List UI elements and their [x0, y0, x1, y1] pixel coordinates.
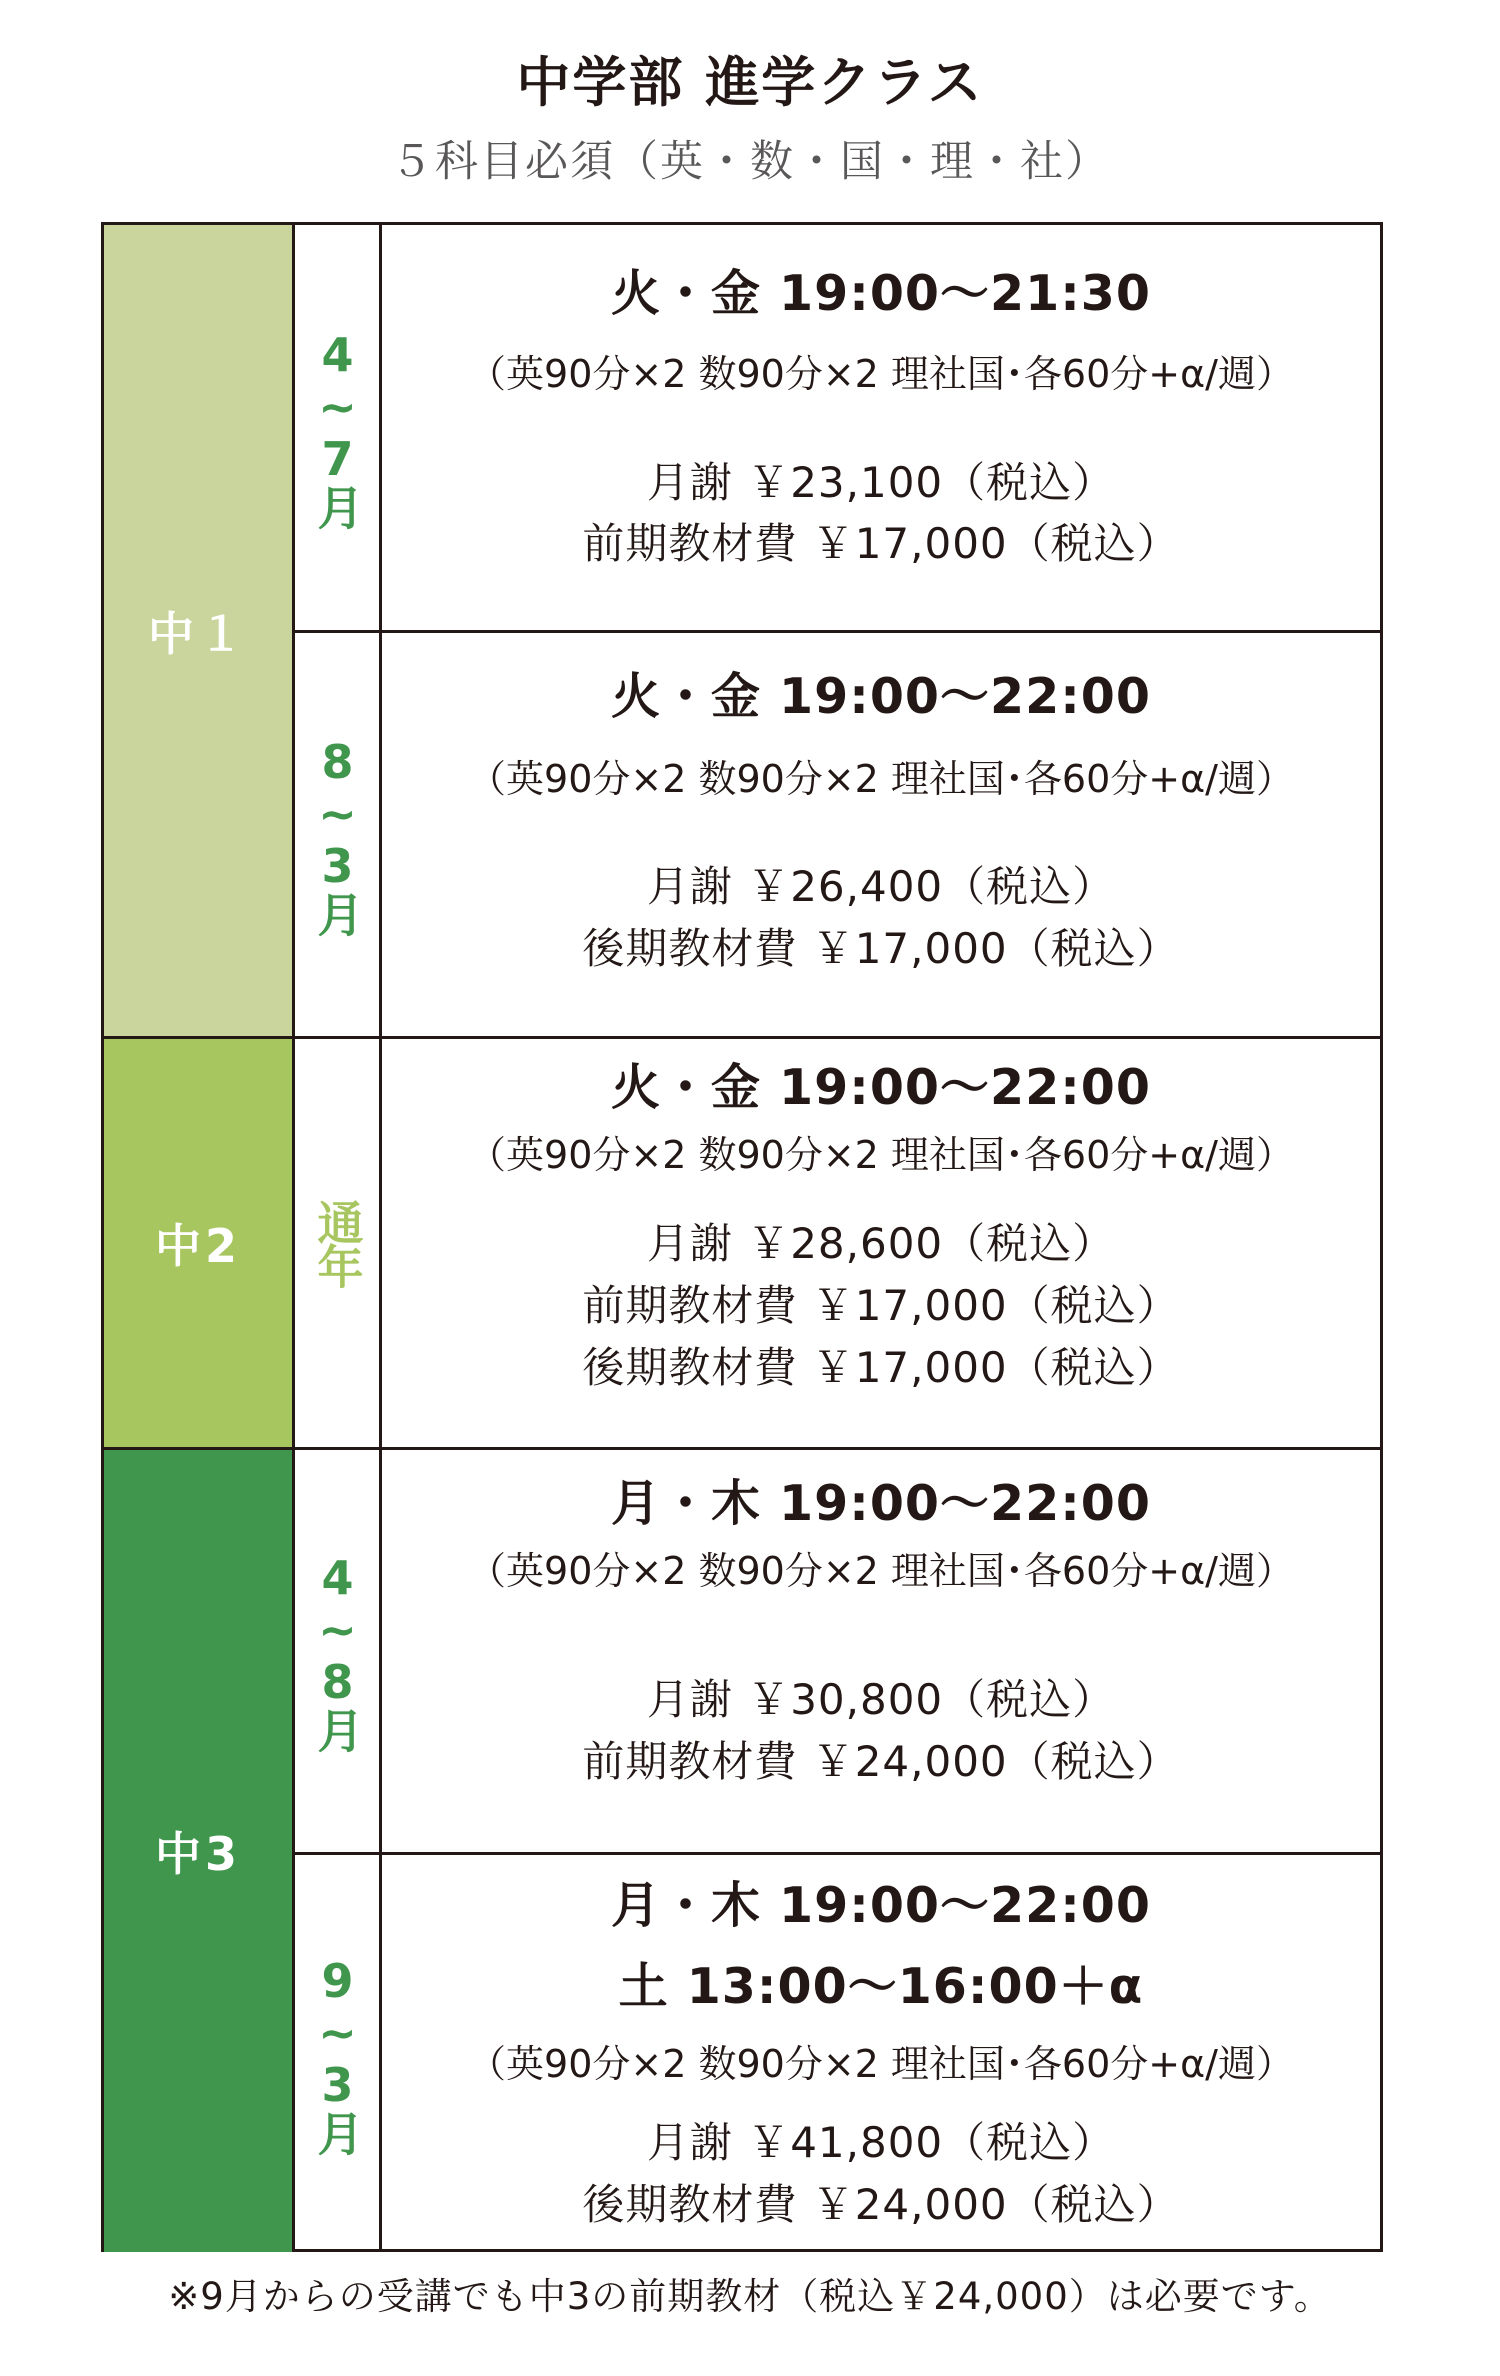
- schedule-time: 月・木 19:00～22:00: [610, 1877, 1151, 1934]
- footnote: ※9月からの受講でも中3の前期教材（税込￥24,000）は必要です。: [168, 2275, 1332, 2318]
- grade-label-1: 中１: [104, 225, 295, 1036]
- material-fee: 前期教材費 ￥17,000（税込）: [582, 1281, 1180, 1330]
- material-fee: 前期教材費 ￥24,000（税込）: [582, 1737, 1180, 1786]
- period-label: 4~8月: [295, 1450, 382, 1852]
- monthly-fee: 月謝 ￥28,600（税込）: [646, 1219, 1116, 1268]
- schedule-time: 火・金 19:00～21:30: [610, 265, 1151, 322]
- schedule-time: 月・木 19:00～22:00: [610, 1475, 1151, 1532]
- row-content: [382, 633, 1380, 1036]
- page-title: 中学部 進学クラス: [516, 51, 984, 114]
- row-content: [382, 1855, 1380, 2252]
- row-content: [382, 1039, 1380, 1447]
- schedule-time-saturday: 土 13:00～16:00＋α: [618, 1958, 1144, 2015]
- period-label: 通年: [295, 1039, 382, 1447]
- lesson-detail: （英90分×2 数90分×2 理社国･各60分+α/週）: [468, 757, 1294, 801]
- period-label: 9~3月: [295, 1855, 382, 2252]
- fee-table: [101, 222, 1383, 2252]
- lesson-detail: （英90分×2 数90分×2 理社国･各60分+α/週）: [468, 352, 1294, 396]
- lesson-detail: （英90分×2 数90分×2 理社国･各60分+α/週）: [468, 1549, 1294, 1593]
- page-subtitle: ５科目必須（英・数・国・理・社）: [390, 137, 1110, 187]
- schedule-time: 火・金 19:00～22:00: [610, 668, 1151, 725]
- schedule-time: 火・金 19:00～22:00: [610, 1059, 1151, 1116]
- material-fee: 後期教材費 ￥17,000（税込）: [582, 1343, 1180, 1392]
- table-row: [295, 1447, 1380, 1852]
- lesson-detail: （英90分×2 数90分×2 理社国･各60分+α/週）: [468, 1133, 1294, 1177]
- grade-label-3: 中3: [104, 1447, 295, 2252]
- lesson-detail: （英90分×2 数90分×2 理社国･各60分+α/週）: [468, 2042, 1294, 2086]
- material-fee: 前期教材費 ￥17,000（税込）: [582, 519, 1180, 568]
- row-content: [382, 1450, 1380, 1852]
- period-label: 4~7月: [295, 225, 382, 630]
- table-row: [295, 1852, 1380, 2252]
- monthly-fee: 月謝 ￥26,400（税込）: [646, 862, 1116, 911]
- material-fee: 後期教材費 ￥17,000（税込）: [582, 924, 1180, 973]
- monthly-fee: 月謝 ￥41,800（税込）: [646, 2118, 1116, 2167]
- table-row: [295, 1036, 1380, 1447]
- table-row: [295, 225, 1380, 630]
- grade-label-2: 中2: [104, 1036, 295, 1447]
- material-fee: 後期教材費 ￥24,000（税込）: [582, 2180, 1180, 2229]
- monthly-fee: 月謝 ￥30,800（税込）: [646, 1675, 1116, 1724]
- table-row: [295, 630, 1380, 1036]
- row-content: [382, 225, 1380, 630]
- monthly-fee: 月謝 ￥23,100（税込）: [646, 458, 1116, 507]
- period-label: 8~3月: [295, 633, 382, 1036]
